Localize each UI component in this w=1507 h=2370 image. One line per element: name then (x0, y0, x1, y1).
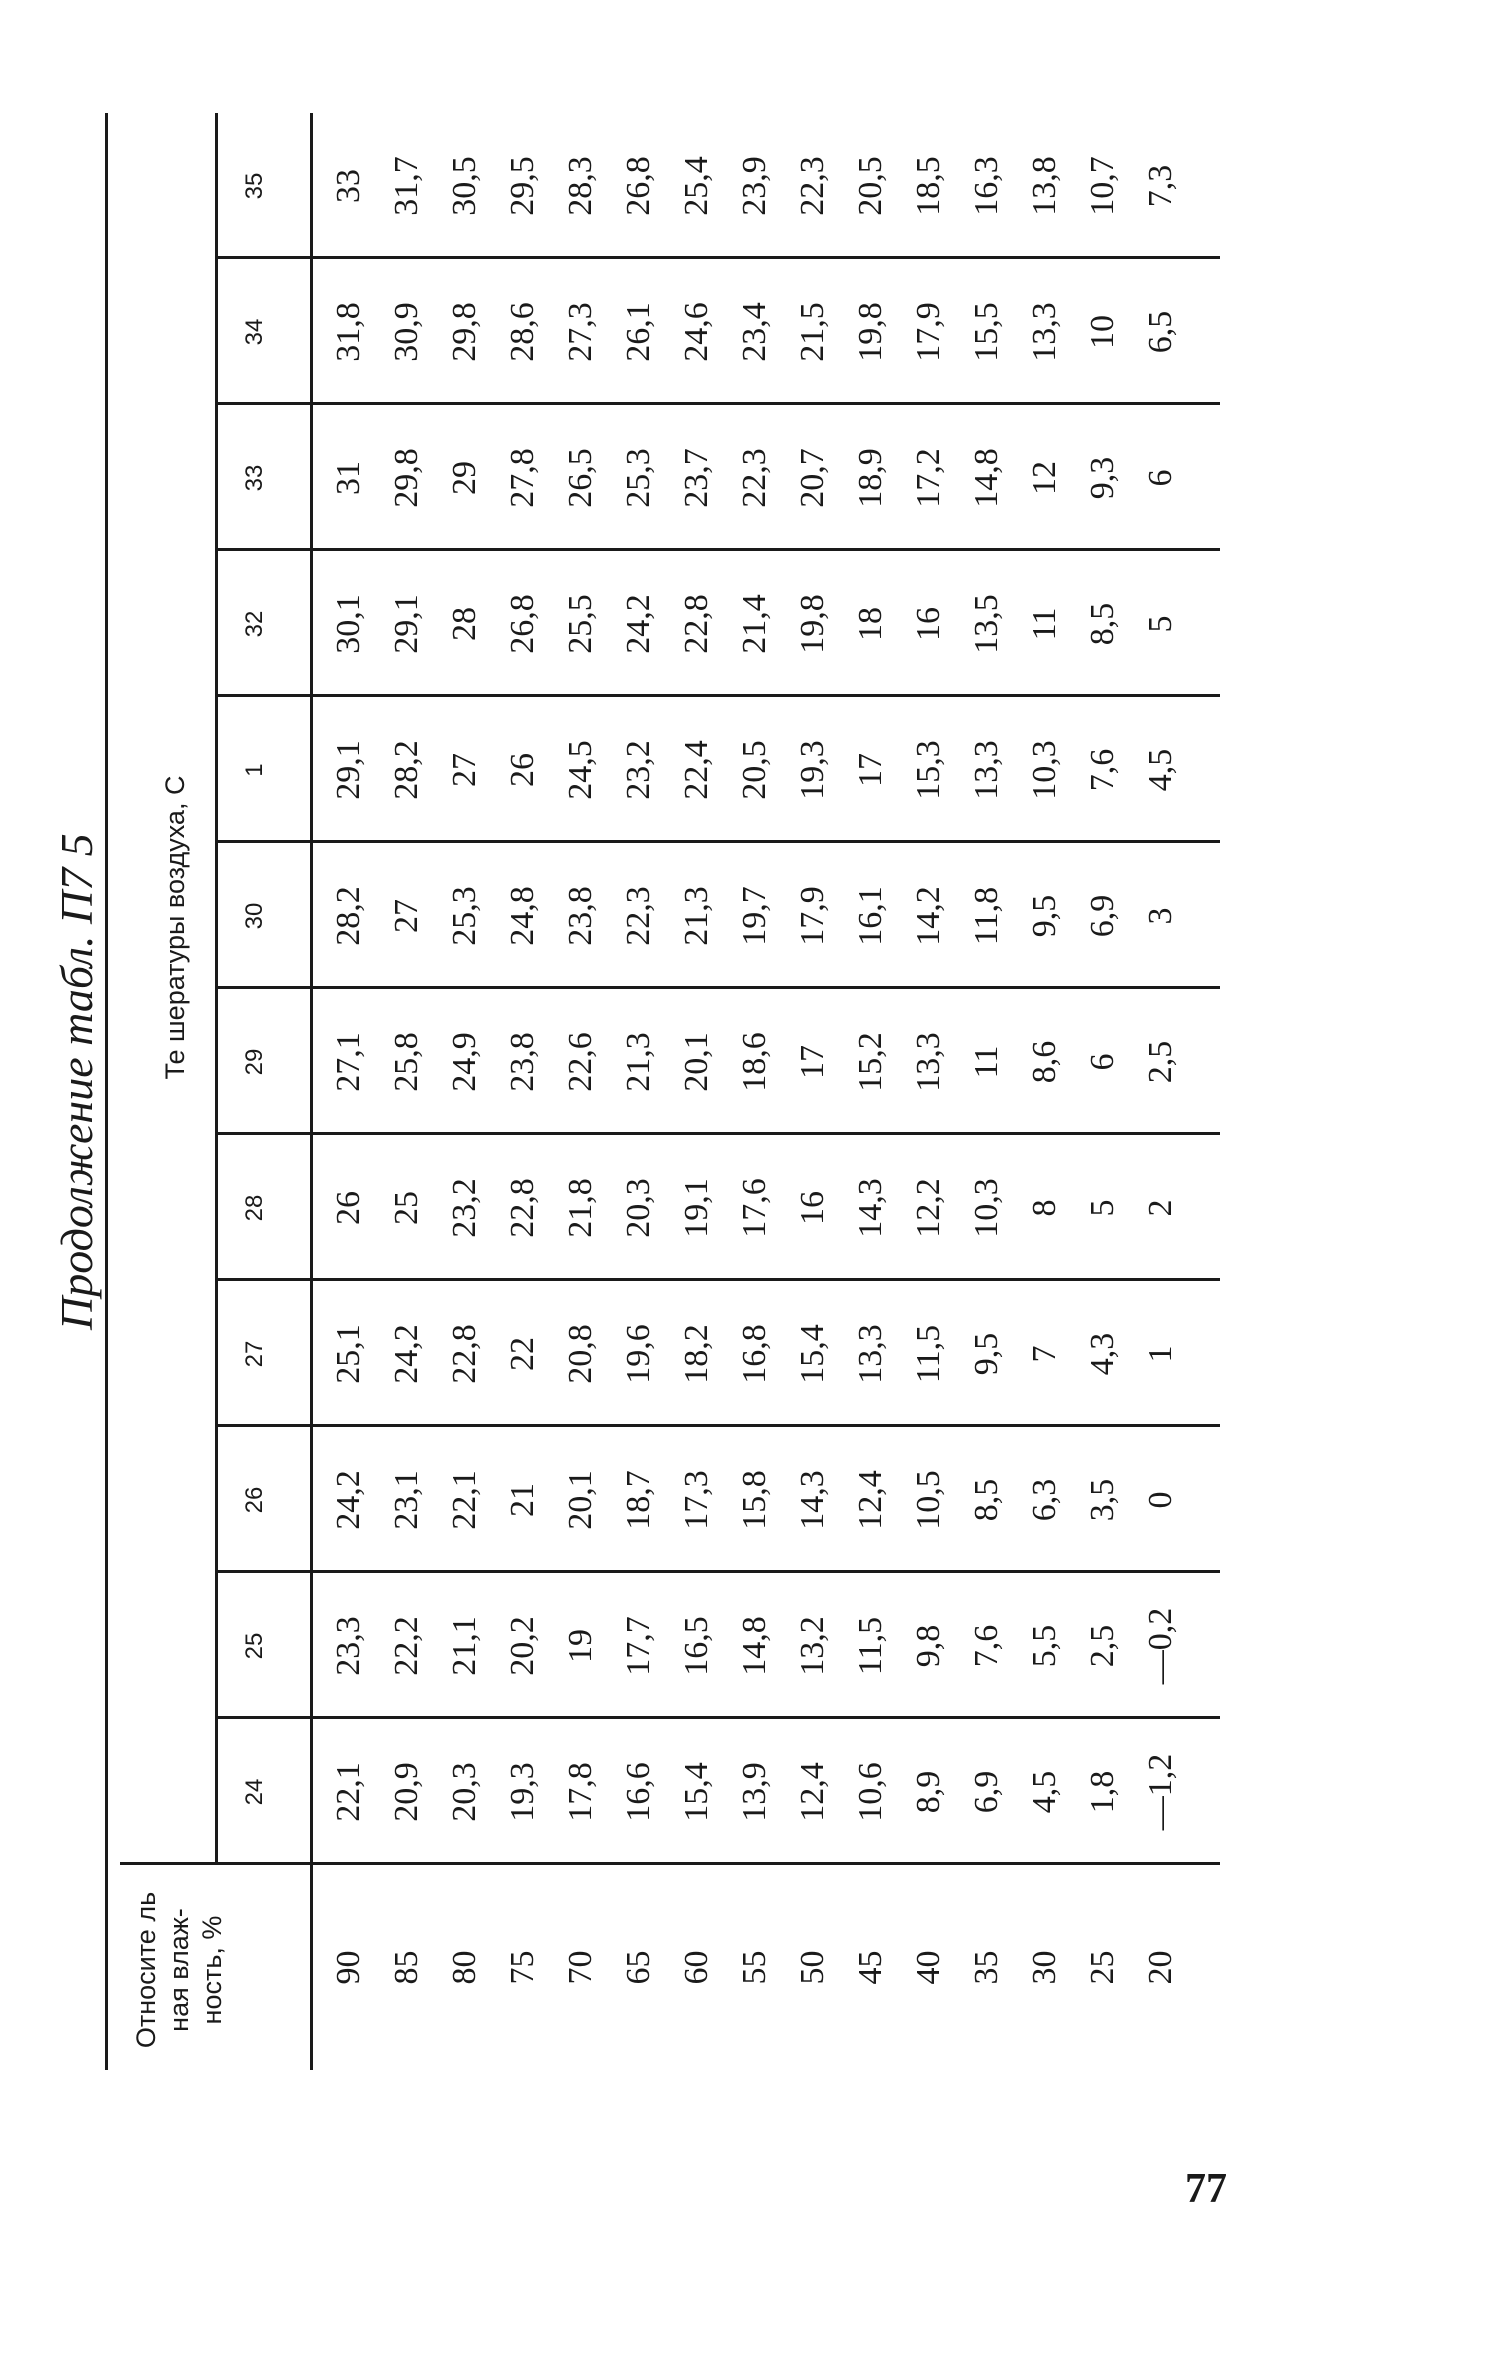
table-cell: 28,2 (388, 740, 425, 800)
stub-header (130, 1870, 310, 2070)
table-cell: 28,2 (330, 886, 367, 946)
table-cell: 6 (1084, 1053, 1121, 1071)
table-cell: 7 (1026, 1345, 1063, 1363)
column-header: 27 (241, 1340, 268, 1368)
table-cell: 12,4 (852, 1470, 889, 1530)
table-cell: 22,1 (446, 1470, 483, 1530)
table-cell: 25 (388, 1191, 425, 1225)
table-cell: 18,5 (910, 156, 947, 216)
table-cell: 28,3 (562, 156, 599, 216)
table-cell: 6,3 (1026, 1478, 1063, 1522)
table-cell: 13,3 (1026, 302, 1063, 362)
row-label: 25 (1084, 1950, 1121, 1985)
table-cell: 22,8 (678, 594, 715, 654)
table-cell: 8,5 (968, 1478, 1005, 1522)
table-cell: 21 (504, 1483, 541, 1517)
table-cell: 23,9 (736, 156, 773, 216)
table-cell: 13,3 (910, 1032, 947, 1092)
table-cell: 24,2 (388, 1324, 425, 1384)
table-cell: 6,9 (968, 1770, 1005, 1814)
table-cell: 15,4 (678, 1762, 715, 1822)
table-cell: 25,5 (562, 594, 599, 654)
table-cell: 1 (1142, 1345, 1179, 1363)
table-cell: 28,6 (504, 302, 541, 362)
row-label: 90 (330, 1950, 367, 1985)
table-cell: 0 (1142, 1491, 1179, 1509)
table-cell: 23,3 (330, 1616, 367, 1676)
table-cell: 19,7 (736, 886, 773, 946)
table-cell: 9,8 (910, 1624, 947, 1668)
column-header: 30 (241, 902, 268, 930)
table-cell: 13,3 (852, 1324, 889, 1384)
table-cell: 10,3 (1026, 740, 1063, 800)
table-cell: 23,4 (736, 302, 773, 362)
table-cell: —0,2 (1142, 1607, 1179, 1685)
table-cell: 30,1 (330, 594, 367, 654)
table-cell: 22,3 (794, 156, 831, 216)
row-label: 75 (504, 1950, 541, 1985)
table-cell: 9,3 (1084, 456, 1121, 500)
table-cell: 20,5 (852, 156, 889, 216)
table-cell: 24,2 (620, 594, 657, 654)
table-cell: 20,3 (620, 1178, 657, 1238)
column-header: 25 (241, 1632, 268, 1660)
table-cell: 27,3 (562, 302, 599, 362)
table-cell: 6,5 (1142, 310, 1179, 354)
row-label: 50 (794, 1950, 831, 1985)
table-cell: 25,3 (446, 886, 483, 946)
table-cell: 25,3 (620, 448, 657, 508)
table-cell: 14,8 (968, 448, 1005, 508)
table-cell: 19,8 (852, 302, 889, 362)
row-label: 40 (910, 1950, 947, 1985)
row-label: 60 (678, 1950, 715, 1985)
table-cell: 9,5 (968, 1332, 1005, 1376)
table-cell: 21,5 (794, 302, 831, 362)
table-cell: 22,8 (504, 1178, 541, 1238)
table-cell: 26,8 (620, 156, 657, 216)
row-label: 70 (562, 1950, 599, 1985)
stub-header-line-2: ная влаж- (164, 1908, 194, 2032)
table-cell: 4,3 (1084, 1332, 1121, 1376)
table-cell: 29,8 (446, 302, 483, 362)
table-cell: 15,8 (736, 1470, 773, 1530)
table-cell: 15,4 (794, 1324, 831, 1384)
table-cell: 18,6 (736, 1032, 773, 1092)
table-cell: 23,7 (678, 448, 715, 508)
table-cell: 14,3 (852, 1178, 889, 1238)
table-cell: 4,5 (1026, 1770, 1063, 1814)
table-cell: 12 (1026, 461, 1063, 495)
table-cell: 21,1 (446, 1616, 483, 1676)
column-header: 24 (241, 1778, 268, 1806)
table-cell: 20,3 (446, 1762, 483, 1822)
table-cell: 7,6 (1084, 748, 1121, 792)
table-cell: 1,8 (1084, 1770, 1121, 1814)
table-cell: —1,2 (1142, 1753, 1179, 1831)
table-cell: 29,8 (388, 448, 425, 508)
table-cell: 22 (504, 1337, 541, 1371)
table-cell: 19,3 (504, 1762, 541, 1822)
column-header: 34 (241, 318, 268, 346)
table-cell: 29 (446, 461, 483, 495)
table-cell: 12,4 (794, 1762, 831, 1822)
table-cell: 25,1 (330, 1324, 367, 1384)
stub-header-line-3: ность, % (197, 1915, 227, 2025)
row-label: 20 (1142, 1950, 1179, 1985)
table-cell: 17,8 (562, 1762, 599, 1822)
table-cell: 16 (794, 1191, 831, 1225)
table-cell: 27 (388, 899, 425, 933)
row-label: 45 (852, 1950, 889, 1985)
table-cell: 28 (446, 607, 483, 641)
table-cell: 20,5 (736, 740, 773, 800)
table-cell: 22,4 (678, 740, 715, 800)
table-cell: 25,4 (678, 156, 715, 216)
table-cell: 19 (562, 1629, 599, 1663)
table-cell: 16,3 (968, 156, 1005, 216)
table-cell: 6,9 (1084, 894, 1121, 938)
table-cell: 10 (1084, 315, 1121, 349)
row-label: 30 (1026, 1950, 1063, 1985)
table-cell: 13,3 (968, 740, 1005, 800)
table-cell: 11 (1026, 607, 1063, 641)
table-cell: 10,7 (1084, 156, 1121, 216)
column-header: 26 (241, 1486, 268, 1514)
table-cell: 22,1 (330, 1762, 367, 1822)
table-cell: 16 (910, 607, 947, 641)
table-cell: 10,3 (968, 1178, 1005, 1238)
row-label: 35 (968, 1950, 1005, 1985)
table-cell: 8,9 (910, 1770, 947, 1814)
table-cell: 24,2 (330, 1470, 367, 1530)
table-cell: 21,3 (620, 1032, 657, 1092)
humidity-temperature-table (105, 0, 1235, 2070)
table-cell: 31 (330, 461, 367, 495)
table-cell: 11 (968, 1045, 1005, 1079)
table-cell: 13,2 (794, 1616, 831, 1676)
table-cell: 22,3 (736, 448, 773, 508)
table-cell: 24,9 (446, 1032, 483, 1092)
table-cell: 24,6 (678, 302, 715, 362)
table-cell: 20,2 (504, 1616, 541, 1676)
table-cell: 15,5 (968, 302, 1005, 362)
row-label: 80 (446, 1950, 483, 1985)
table-cell: 19,1 (678, 1178, 715, 1238)
table-cell: 15,2 (852, 1032, 889, 1092)
table-cell: 19,8 (794, 594, 831, 654)
table-cell: 29,1 (388, 594, 425, 654)
table-cell: 17 (852, 753, 889, 787)
header-bottom-rule (310, 113, 313, 2070)
table-cell: 3 (1142, 907, 1179, 925)
table-cell: 11,5 (910, 1324, 947, 1384)
table-cell: 17,9 (794, 886, 831, 946)
table-cell: 20,1 (678, 1032, 715, 1092)
table-cell: 22,2 (388, 1616, 425, 1676)
table-cell: 21,3 (678, 886, 715, 946)
table-cell: 17,6 (736, 1178, 773, 1238)
table-cell: 17,2 (910, 448, 947, 508)
column-header: 28 (241, 1194, 268, 1222)
table-cell: 2,5 (1084, 1624, 1121, 1668)
table-cell: 29,1 (330, 740, 367, 800)
table-cell: 5,5 (1026, 1624, 1063, 1668)
table-cell: 30,9 (388, 302, 425, 362)
column-header: 32 (241, 610, 268, 638)
table-cell: 4,5 (1142, 748, 1179, 792)
table-cell: 2 (1142, 1199, 1179, 1217)
table-cell: 17,7 (620, 1616, 657, 1676)
table-cell: 5 (1084, 1199, 1121, 1217)
table-cell: 27,1 (330, 1032, 367, 1092)
table-cell: 30,5 (446, 156, 483, 216)
table-cell: 11,8 (968, 886, 1005, 946)
column-header: 35 (241, 172, 268, 200)
row-label: 85 (388, 1950, 425, 1985)
page-number: 77 (1185, 2166, 1227, 2212)
table-cell: 20,8 (562, 1324, 599, 1384)
table-cell: 26,1 (620, 302, 657, 362)
table-cell: 26 (504, 753, 541, 787)
table-cell: 31,8 (330, 302, 367, 362)
table-cell: 22,6 (562, 1032, 599, 1092)
row-label: 65 (620, 1950, 657, 1985)
table-cell: 13,5 (968, 594, 1005, 654)
table-cell: 10,5 (910, 1470, 947, 1530)
table-cell: 24,5 (562, 740, 599, 800)
table-cell: 20,7 (794, 448, 831, 508)
spanner-header: Те шературы воздуха, С (160, 775, 190, 1080)
table-cell: 27,8 (504, 448, 541, 508)
table-cell: 23,8 (562, 886, 599, 946)
table-cell: 17,9 (910, 302, 947, 362)
table-cell: 8,5 (1084, 602, 1121, 646)
table-cell: 3,5 (1084, 1478, 1121, 1522)
table-cell: 26,5 (562, 448, 599, 508)
table-cell: 10,6 (852, 1762, 889, 1822)
table-cell: 13,8 (1026, 156, 1063, 216)
column-header: 29 (241, 1048, 268, 1076)
row-label: 55 (736, 1950, 773, 1985)
table-cell: 12,2 (910, 1178, 947, 1238)
table-caption: Продолжение табл. П7 5 (51, 833, 102, 1330)
table-cell: 7,6 (968, 1624, 1005, 1668)
table-cell: 14,8 (736, 1616, 773, 1676)
table-cell: 21,4 (736, 594, 773, 654)
table-cell: 19,3 (794, 740, 831, 800)
table-cell: 18,9 (852, 448, 889, 508)
table-cell: 24,8 (504, 886, 541, 946)
table-cell: 23,1 (388, 1470, 425, 1530)
table-cell: 23,2 (620, 740, 657, 800)
table-cell: 13,9 (736, 1762, 773, 1822)
table-cell: 25,8 (388, 1032, 425, 1092)
table-cell: 14,3 (794, 1470, 831, 1530)
table-cell: 26,8 (504, 594, 541, 654)
table-cell: 33 (330, 169, 367, 203)
table-cell: 17 (794, 1045, 831, 1079)
table-cell: 16,8 (736, 1324, 773, 1384)
table-cell: 23,8 (504, 1032, 541, 1092)
table-cell: 14,2 (910, 886, 947, 946)
table-cell: 15,3 (910, 740, 947, 800)
table-cell: 16,6 (620, 1762, 657, 1822)
table-cell: 7,3 (1142, 164, 1179, 208)
spanner-rule (215, 113, 218, 1865)
table-cell: 26 (330, 1191, 367, 1225)
table-cell: 11,5 (852, 1616, 889, 1676)
table-cell: 17,3 (678, 1470, 715, 1530)
table-cell: 18,2 (678, 1324, 715, 1384)
table-cell: 31,7 (388, 156, 425, 216)
table-cell: 16,1 (852, 886, 889, 946)
table-cell: 23,2 (446, 1178, 483, 1238)
column-header: 1 (241, 763, 268, 777)
table-cell: 27 (446, 753, 483, 787)
table-cell: 21,8 (562, 1178, 599, 1238)
table-cell: 22,8 (446, 1324, 483, 1384)
table-cell: 18,7 (620, 1470, 657, 1530)
table-cell: 18 (852, 607, 889, 641)
table-cell: 16,5 (678, 1616, 715, 1676)
table-cell: 8 (1026, 1199, 1063, 1217)
table-cell: 20,1 (562, 1470, 599, 1530)
table-cell: 9,5 (1026, 894, 1063, 938)
table-top-rule (105, 113, 108, 2070)
table-cell: 19,6 (620, 1324, 657, 1384)
table-cell: 20,9 (388, 1762, 425, 1822)
table-cell: 29,5 (504, 156, 541, 216)
column-header: 33 (241, 464, 268, 492)
table-cell: 6 (1142, 469, 1179, 487)
table-cell: 5 (1142, 615, 1179, 633)
table-cell: 8,6 (1026, 1040, 1063, 1084)
table-cell: 2,5 (1142, 1040, 1179, 1084)
stub-header-line-1: Относите ль (131, 1891, 161, 2049)
table-cell: 22,3 (620, 886, 657, 946)
